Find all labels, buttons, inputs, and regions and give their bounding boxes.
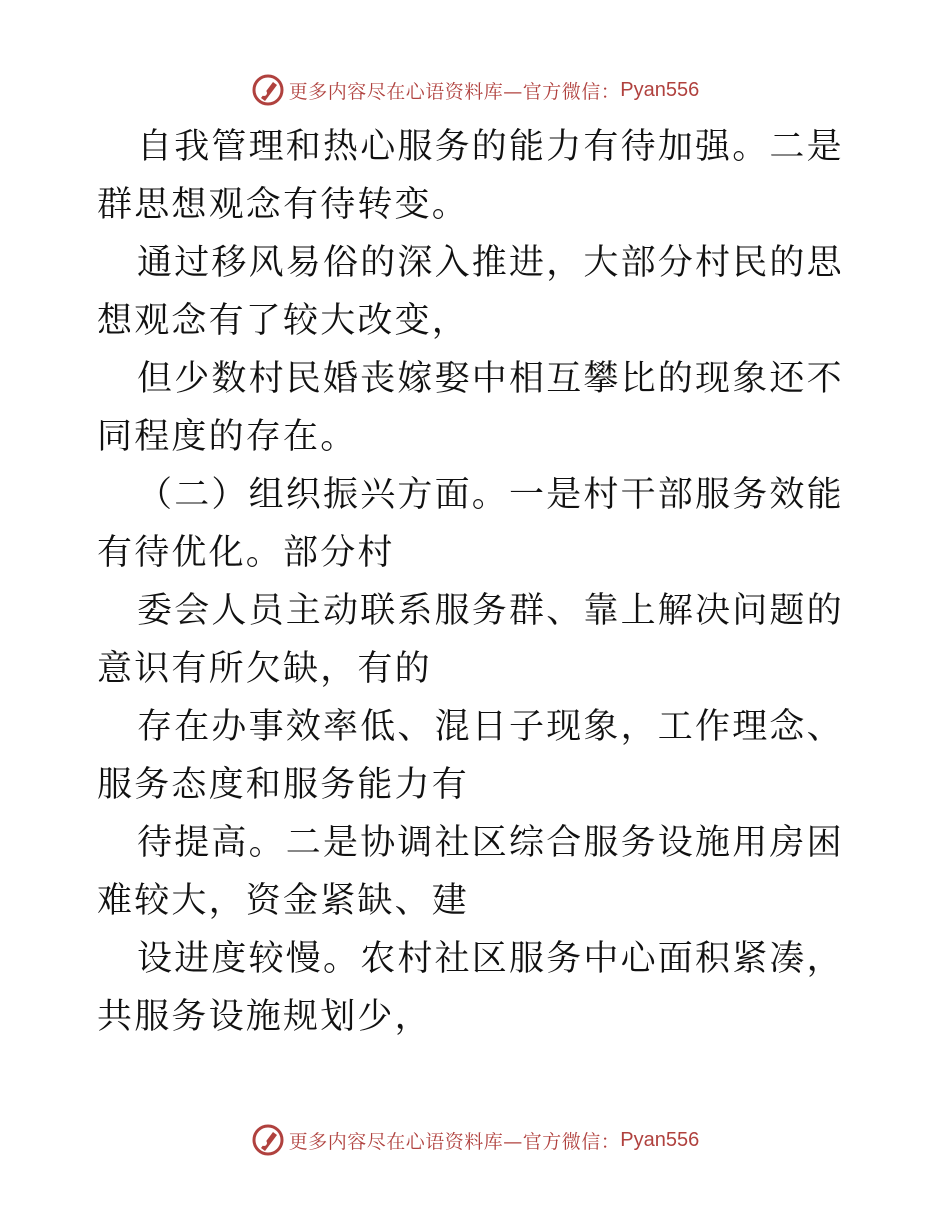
paragraph: 待提高。二是协调社区综合服务设施用房困难较大，资金紧缺、建 <box>97 823 844 921</box>
footer-banner <box>0 1120 950 1160</box>
pen-logo-icon <box>251 1123 285 1157</box>
paragraph: 但少数村民婚丧嫁娶中相互攀比的现象还不同程度的存在。 <box>97 359 844 457</box>
paragraph: 自我管理和热心服务的能力有待加强。二是群思想观念有待转变。 <box>97 127 844 225</box>
paragraph: 通过移风易俗的深入推进，大部分村民的思想观念有了较大改变， <box>97 243 844 341</box>
paragraph: 设进度较慢。农村社区服务中心面积紧凑，共服务设施规划少， <box>97 939 844 1037</box>
document-body <box>97 118 857 1046</box>
pen-logo-icon <box>251 73 285 107</box>
paragraph: 委会人员主动联系服务群、靠上解决问题的意识有所欠缺，有的 <box>97 591 844 689</box>
paragraph: （二）组织振兴方面。一是村干部服务效能有待优化。部分村 <box>97 475 844 573</box>
footer-banner-text: 更多内容尽在心语资料库—官方微信： <box>288 1130 621 1153</box>
paragraph: 存在办事效率低、混日子现象，工作理念、服务态度和服务能力有 <box>97 707 844 805</box>
header-banner-text: 更多内容尽在心语资料库—官方微信： <box>288 80 621 103</box>
header-banner <box>0 70 950 110</box>
header-wechat-id: Pyan556 <box>620 78 700 101</box>
footer-wechat-id: Pyan556 <box>620 1128 700 1151</box>
